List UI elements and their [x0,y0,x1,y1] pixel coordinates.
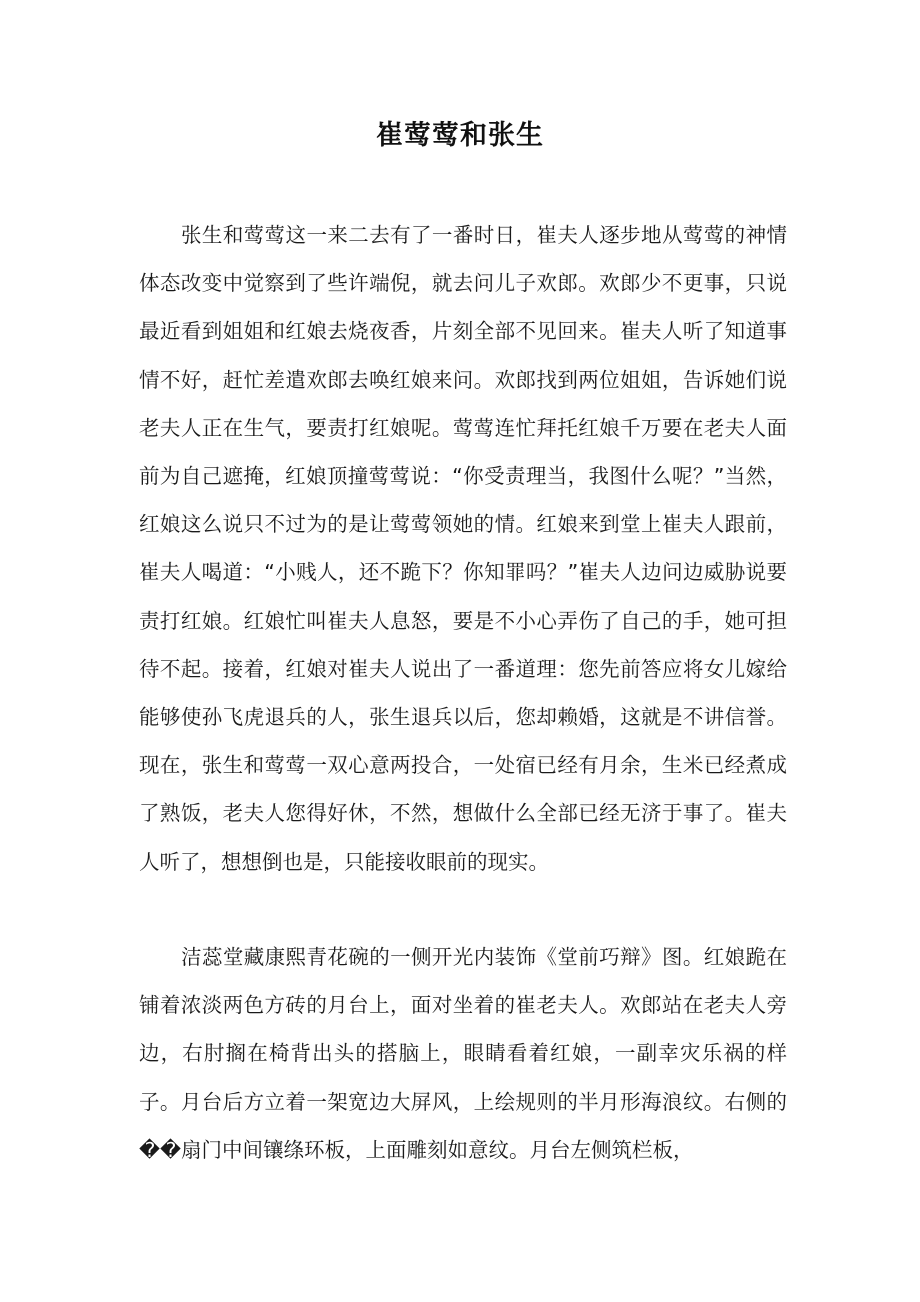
document-title: 崔莺莺和张生 [376,120,544,151]
paragraph-1: 张生和莺莺这一来二去有了一番时日，崔夫人逐步地从莺莺的神情体态改变中觉察到了些许端倪，就去问儿子欢郎。欢郎少不更事，只说最近看到姐姐和红娘去烧夜香，片刻全部不见回来。崔夫人听了知道事情不好，赶忙差遣欢郎去唤红娘来问。欢郎找到两位姐姐，告诉她们说老夫人正在生气，要责打红娘呢。莺莺连忙拜托红娘千万要在老夫人面前为自己遮掩，红娘顶撞莺莺说：“你受责理当，我图什么呢？”当然，红娘这么说只不过为的是让莺莺领她的情。红娘来到堂上崔夫人跟前，崔夫人喝道：“小贱人，还不跪下？你知罪吗？”崔夫人边问边威胁说要责打红娘。红娘忙叫崔夫人息怒，要是不小心弄伤了自己的手，她可担待不起。接着，红娘对崔夫人说出了一番道理：您先前答应将女儿嫁给能够使孙飞虎退兵的人，张生退兵以后，您却赖婚，这就是不讲信誉。现在，张生和莺莺一双心意两投合，一处宿已经有月余，生米已经煮成了熟饭，老夫人您得好休，不然，想做什么全部已经无济于事了。崔夫人听了，想想倒也是，只能接收眼前的现实。 [139,223,787,874]
paragraph-2: 洁蕊堂藏康熙青花碗的一侧开光内装饰《堂前巧辩》图。红娘跪在铺着浓淡两色方砖的月台上，面对坐着的崔老夫人。欢郎站在老夫人旁边，右肘搁在椅背出头的搭脑上，眼睛看着红娘，一副幸灾乐祸的样子。月台后方立着一架宽边大屏风，上绘规则的半月形海浪纹。右侧的��扇门中间镶绦环板，上面雕刻如意纹。月台左侧筑栏板， [139,945,787,1162]
